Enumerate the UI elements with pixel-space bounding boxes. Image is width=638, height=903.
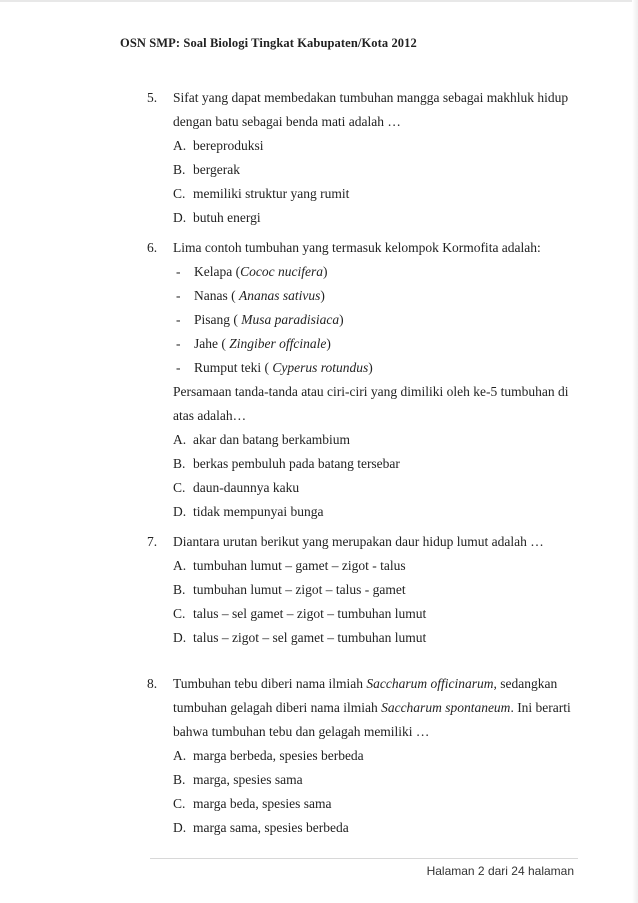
question-5 [147, 86, 568, 230]
option-c: C. talus – sel gamet – zigot – tumbuhan lumut [173, 606, 427, 621]
option-d: D. tidak mempunyai bunga [173, 504, 324, 519]
option-d: D. butuh energi [173, 210, 261, 225]
question-number: 5. [147, 90, 158, 105]
plant-item: - Pisang ( Musa paradisiaca) [176, 312, 344, 327]
option-c: C. marga beda, spesies sama [173, 796, 332, 811]
plant-item: - Kelapa (Cococ nucifera) [176, 264, 328, 279]
option-b: B. bergerak [173, 162, 240, 177]
plant-item: - Rumput teki ( Cyperus rotundus) [176, 360, 373, 375]
page-header: OSN SMP: Soal Biologi Tingkat Kabupaten/Kota 2012 [120, 36, 417, 50]
question-number: 6. [147, 240, 158, 255]
page-footer: Halaman 2 dari 24 halaman [426, 864, 574, 878]
option-c: C. daun-daunnya kaku [173, 480, 300, 495]
question-7 [147, 530, 544, 650]
option-a: A. marga berbeda, spesies berbeda [173, 748, 364, 763]
question-text: Persamaan tanda-tanda atau ciri-ciri yang dimiliki oleh ke-5 tumbuhan di [173, 384, 569, 399]
question-text: dengan batu sebagai benda mati adalah … [173, 114, 401, 129]
question-text: Sifat yang dapat membedakan tumbuhan mangga sebagai makhluk hidup [173, 90, 569, 105]
option-d: D. talus – zigot – sel gamet – tumbuhan lumut [173, 630, 427, 645]
footer-divider [150, 858, 578, 859]
plant-item: - Jahe ( Zingiber offcinale) [176, 336, 331, 351]
scan-edge [0, 0, 638, 2]
option-b: B. berkas pembuluh pada batang tersebar [173, 456, 400, 471]
option-d: D. marga sama, spesies berbeda [173, 820, 349, 835]
option-a: A. akar dan batang berkambium [173, 432, 351, 447]
question-text: Lima contoh tumbuhan yang termasuk kelompok Kormofita adalah: [173, 240, 541, 255]
option-a: A. tumbuhan lumut – gamet – zigot - talus [173, 558, 406, 573]
question-number: 7. [147, 534, 158, 549]
option-b: B. tumbuhan lumut – zigot – talus - gamet [173, 582, 406, 597]
latin-name: Saccharum spontaneum [381, 700, 511, 715]
question-text: atas adalah… [173, 408, 247, 423]
question-text: bahwa tumbuhan tebu dan gelagah memiliki … [173, 724, 430, 739]
option-a: A. bereproduksi [173, 138, 264, 153]
question-8: 8. Tumbuhan tebu diberi nama ilmiah Saccharum officinarum, sedangkan tumbuhan gelagah diberi nama ilmiah Saccharum spontaneum. Ini berarti bahwa tumbuhan tebu dan gelagah memiliki … A. marga berbeda, spesies berbeda B. marga, spesies sama C. marga beda, spesies sama D. marga sama, spesies berbeda [147, 672, 571, 840]
plant-item: - Nanas ( Ananas sativus) [176, 288, 325, 303]
option-b: B. marga, spesies sama [173, 772, 303, 787]
option-c: C. memiliki struktur yang rumit [173, 186, 350, 201]
scan-edge-right [632, 0, 638, 903]
question-6 [147, 236, 569, 524]
latin-name: Saccharum officinarum [366, 676, 494, 691]
question-number: 8. [147, 676, 158, 691]
question-text: Diantara urutan berikut yang merupakan daur hidup lumut adalah … [173, 534, 544, 549]
